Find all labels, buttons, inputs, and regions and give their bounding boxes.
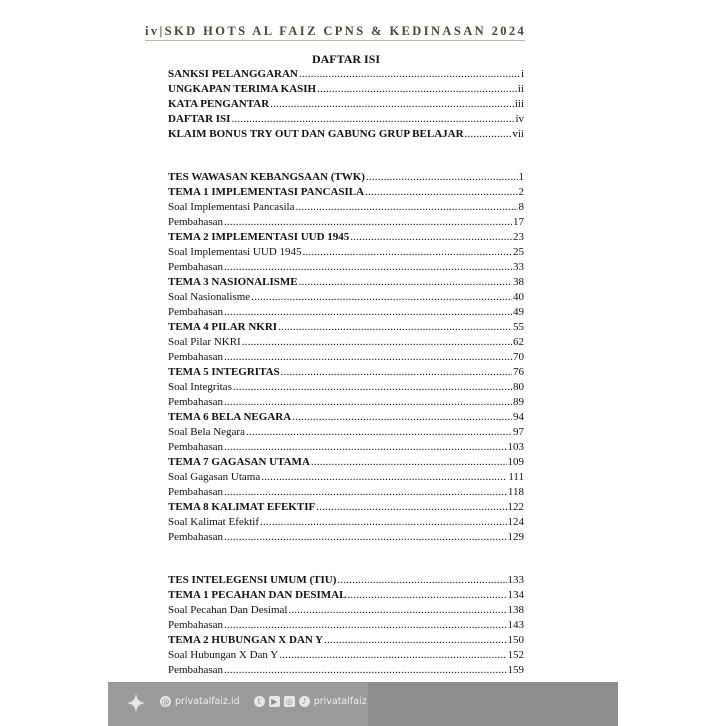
toc-entry[interactable] — [168, 618, 524, 633]
toc-entry-label: TEMA 2 IMPLEMENTASI UUD 1945 — [168, 231, 350, 243]
toc-leader-dots — [288, 603, 506, 618]
toc-leader-dots — [224, 215, 512, 230]
toc-entry-label: KLAIM BONUS TRY OUT DAN GABUNG GRUP BELAJAR — [168, 128, 464, 140]
toc-entry-label: Soal Gagasan Utama — [168, 471, 261, 483]
toc-leader-dots — [224, 395, 512, 410]
toc-entry-label: TEMA 7 GAGASAN UTAMA — [168, 456, 310, 468]
toc-leader-dots — [224, 485, 507, 500]
toc-entry[interactable] — [168, 455, 524, 470]
instagram-icon: ◎ — [284, 696, 295, 707]
toc-leader-dots — [251, 290, 512, 305]
toc-leader-dots — [260, 515, 506, 530]
website-handle: privatalfaiz.id — [175, 696, 240, 707]
toc-entry[interactable] — [168, 500, 524, 515]
toc-entry-page: 122 — [507, 501, 524, 513]
toc-leader-dots — [224, 350, 512, 365]
toc-entry[interactable] — [168, 290, 524, 305]
toc-entry-label: Pembahasan — [168, 619, 223, 631]
toc-leader-dots — [299, 67, 520, 82]
toc-entry-label: Pembahasan — [168, 306, 223, 318]
brand-logo: ✦ — [126, 691, 146, 717]
toc-entry-page: 1 — [518, 171, 524, 183]
toc-entry-page: 76 — [513, 366, 524, 378]
toc-entry-label: TEMA 2 HUBUNGAN X DAN Y — [168, 634, 324, 646]
toc-leader-dots — [366, 170, 518, 185]
toc-entry-page: 111 — [508, 471, 524, 483]
toc-entry[interactable] — [168, 470, 524, 485]
toc-entry-page: 152 — [507, 649, 524, 661]
toc-leader-dots — [224, 440, 507, 455]
toc-leader-dots — [465, 127, 512, 142]
toc-leader-dots — [292, 410, 512, 425]
toc-entry-page: 40 — [513, 291, 524, 303]
toc-entry[interactable] — [168, 603, 524, 618]
toc-title: DAFTAR ISI — [311, 52, 381, 66]
toc-leader-dots — [350, 230, 512, 245]
toc-entry-page: 134 — [507, 589, 524, 601]
toc-entry[interactable] — [168, 170, 524, 185]
toc-entry[interactable] — [168, 588, 524, 603]
toc-entry-page: 129 — [507, 531, 524, 543]
toc-leader-dots — [233, 380, 512, 395]
toc-entry[interactable] — [168, 230, 524, 245]
toc-entry-page: 62 — [513, 336, 524, 348]
toc-entry[interactable] — [168, 573, 524, 588]
toc-entry-label: Pembahasan — [168, 664, 223, 676]
toc-entry-page: 94 — [513, 411, 524, 423]
toc-entry-label: TES WAWASAN KEBANGSAAN (TWK) — [168, 171, 365, 183]
toc-entry-label: Soal Hubungan X Dan Y — [168, 649, 279, 661]
twitter-icon: t — [254, 696, 265, 707]
toc-leader-dots — [365, 185, 517, 200]
toc-leader-dots — [316, 500, 506, 515]
toc-entry-page: 33 — [513, 261, 524, 273]
toc-entry-page: 150 — [507, 634, 524, 646]
toc-leader-dots — [311, 455, 507, 470]
toc-entry-page: 89 — [513, 396, 524, 408]
toc-entry-label: Pembahasan — [168, 486, 223, 498]
toc-entry[interactable] — [168, 275, 524, 290]
toc-entry-label: Soal Integritas — [168, 381, 232, 393]
toc-entry-label: UNGKAPAN TERIMA KASIH — [168, 83, 317, 95]
toc-entry-page: 70 — [513, 351, 524, 363]
toc-entry[interactable] — [168, 395, 524, 410]
toc-entry-label: TEMA 8 KALIMAT EFEKTIF — [168, 501, 316, 513]
toc-entry-page: 138 — [507, 604, 524, 616]
toc-leader-dots — [347, 588, 506, 603]
toc-entry-label: Soal Implementasi Pancasila — [168, 201, 295, 213]
toc-entry-label: Pembahasan — [168, 216, 223, 228]
toc-entry[interactable] — [168, 127, 524, 142]
toc-entry-page: ii — [517, 83, 524, 95]
toc-entry[interactable] — [168, 380, 524, 395]
toc-entry-label: Soal Kalimat Efektif — [168, 516, 260, 528]
toc-leader-dots — [270, 97, 514, 112]
toc-entry-label: KATA PENGANTAR — [168, 98, 270, 110]
toc-entry-label: TEMA 4 PILAR NKRI — [168, 321, 278, 333]
toc-tiu-section — [168, 573, 524, 678]
toc-leader-dots — [295, 200, 517, 215]
toc-entry[interactable] — [168, 648, 524, 663]
toc-entry-page: 38 — [513, 276, 524, 288]
toc-entry[interactable] — [168, 82, 524, 97]
toc-leader-dots — [303, 245, 512, 260]
toc-leader-dots — [242, 335, 512, 350]
toc-entry-page: 103 — [507, 441, 524, 453]
toc-entry[interactable] — [168, 663, 524, 678]
toc-entry-label: Soal Pilar NKRI — [168, 336, 241, 348]
toc-entry-page: 25 — [513, 246, 524, 258]
youtube-icon: ▶ — [269, 696, 280, 707]
toc-entry[interactable] — [168, 185, 524, 200]
toc-entry-page: 97 — [513, 426, 524, 438]
toc-entry-page: i — [520, 68, 524, 80]
toc-entry-label: TEMA 3 NASIONALISME — [168, 276, 298, 288]
toc-entry-page: 8 — [518, 201, 524, 213]
toc-entry-page: 80 — [513, 381, 524, 393]
toc-entry-label: Pembahasan — [168, 531, 223, 543]
toc-entry-label: Pembahasan — [168, 441, 223, 453]
toc-leader-dots — [281, 365, 512, 380]
toc-entry[interactable] — [168, 305, 524, 320]
toc-leader-dots — [231, 112, 514, 127]
toc-leader-dots — [224, 663, 507, 678]
toc-entry[interactable] — [168, 97, 524, 112]
toc-leader-dots — [261, 470, 507, 485]
toc-entry-label: TEMA 5 INTEGRITAS — [168, 366, 280, 378]
toc-entry-label: Soal Implementasi UUD 1945 — [168, 246, 302, 258]
toc-leader-dots — [317, 82, 517, 97]
footer-bar — [108, 682, 618, 726]
toc-entry-page: 2 — [518, 186, 524, 198]
toc-twk-section — [168, 170, 524, 545]
social-handles — [160, 696, 367, 707]
toc-entry[interactable] — [168, 515, 524, 530]
toc-entry-label: TEMA 1 IMPLEMENTASI PANCASILA — [168, 186, 365, 198]
toc-leader-dots — [224, 530, 507, 545]
toc-entry-page: 55 — [513, 321, 524, 333]
toc-entry-page: 49 — [513, 306, 524, 318]
toc-entry-label: TES INTELEGENSI UMUM (TIU) — [168, 574, 337, 586]
toc-leader-dots — [279, 648, 506, 663]
toc-entry[interactable] — [168, 425, 524, 440]
toc-entry-label: SANKSI PELANGGARAN — [168, 68, 298, 80]
toc-entry-page: 118 — [507, 486, 524, 498]
toc-entry-page: 109 — [507, 456, 524, 468]
toc-entry-label: Pembahasan — [168, 261, 223, 273]
toc-entry[interactable] — [168, 410, 524, 425]
toc-entry-page: iv — [515, 113, 524, 125]
toc-entry-label: TEMA 1 PECAHAN DAN DESIMAL — [168, 589, 347, 601]
toc-entry-label: Soal Pecahan Dan Desimal — [168, 604, 288, 616]
toc-entry[interactable] — [168, 67, 524, 82]
toc-entry-label: Soal Nasionalisme — [168, 291, 251, 303]
tiktok-icon: ♪ — [299, 696, 310, 707]
toc-entry[interactable] — [168, 335, 524, 350]
toc-leader-dots — [224, 260, 512, 275]
toc-front-matter — [168, 67, 524, 142]
footer-brand-area — [108, 682, 368, 726]
toc-entry[interactable] — [168, 633, 524, 648]
toc-entry[interactable] — [168, 440, 524, 455]
toc-entry-page: 124 — [507, 516, 524, 528]
toc-leader-dots — [224, 618, 507, 633]
toc-entry[interactable] — [168, 260, 524, 275]
toc-entry[interactable] — [168, 112, 524, 127]
toc-leader-dots — [278, 320, 512, 335]
toc-entry-label: Soal Bela Negara — [168, 426, 245, 438]
toc-entry[interactable] — [168, 215, 524, 230]
toc-entry[interactable] — [168, 200, 524, 215]
toc-entry-page: vii — [512, 128, 524, 140]
toc-leader-dots — [324, 633, 506, 648]
toc-leader-dots — [224, 305, 512, 320]
toc-entry[interactable] — [168, 485, 524, 500]
toc-leader-dots — [337, 573, 506, 588]
toc-entry-page: 143 — [507, 619, 524, 631]
toc-entry[interactable] — [168, 350, 524, 365]
toc-entry-label: Pembahasan — [168, 396, 223, 408]
toc-entry[interactable] — [168, 245, 524, 260]
toc-entry[interactable] — [168, 365, 524, 380]
toc-entry-label: Pembahasan — [168, 351, 223, 363]
toc-entry[interactable] — [168, 320, 524, 335]
toc-entry-page: 133 — [507, 574, 524, 586]
page-header: iv|SKD HOTS AL FAIZ CPNS & KEDINASAN 2024 — [145, 24, 525, 41]
toc-leader-dots — [246, 425, 512, 440]
toc-entry-page: iii — [514, 98, 524, 110]
toc-leader-dots — [299, 275, 512, 290]
at-icon: @ — [161, 697, 170, 706]
toc-entry[interactable] — [168, 530, 524, 545]
toc-entry-page: 23 — [513, 231, 524, 243]
toc-entry-label: DAFTAR ISI — [168, 113, 231, 125]
toc-entry-page: 159 — [507, 664, 524, 676]
toc-entry-label: TEMA 6 BELA NEGARA — [168, 411, 292, 423]
toc-entry-page: 17 — [513, 216, 524, 228]
social-handle: privatalfaiz — [313, 696, 367, 707]
